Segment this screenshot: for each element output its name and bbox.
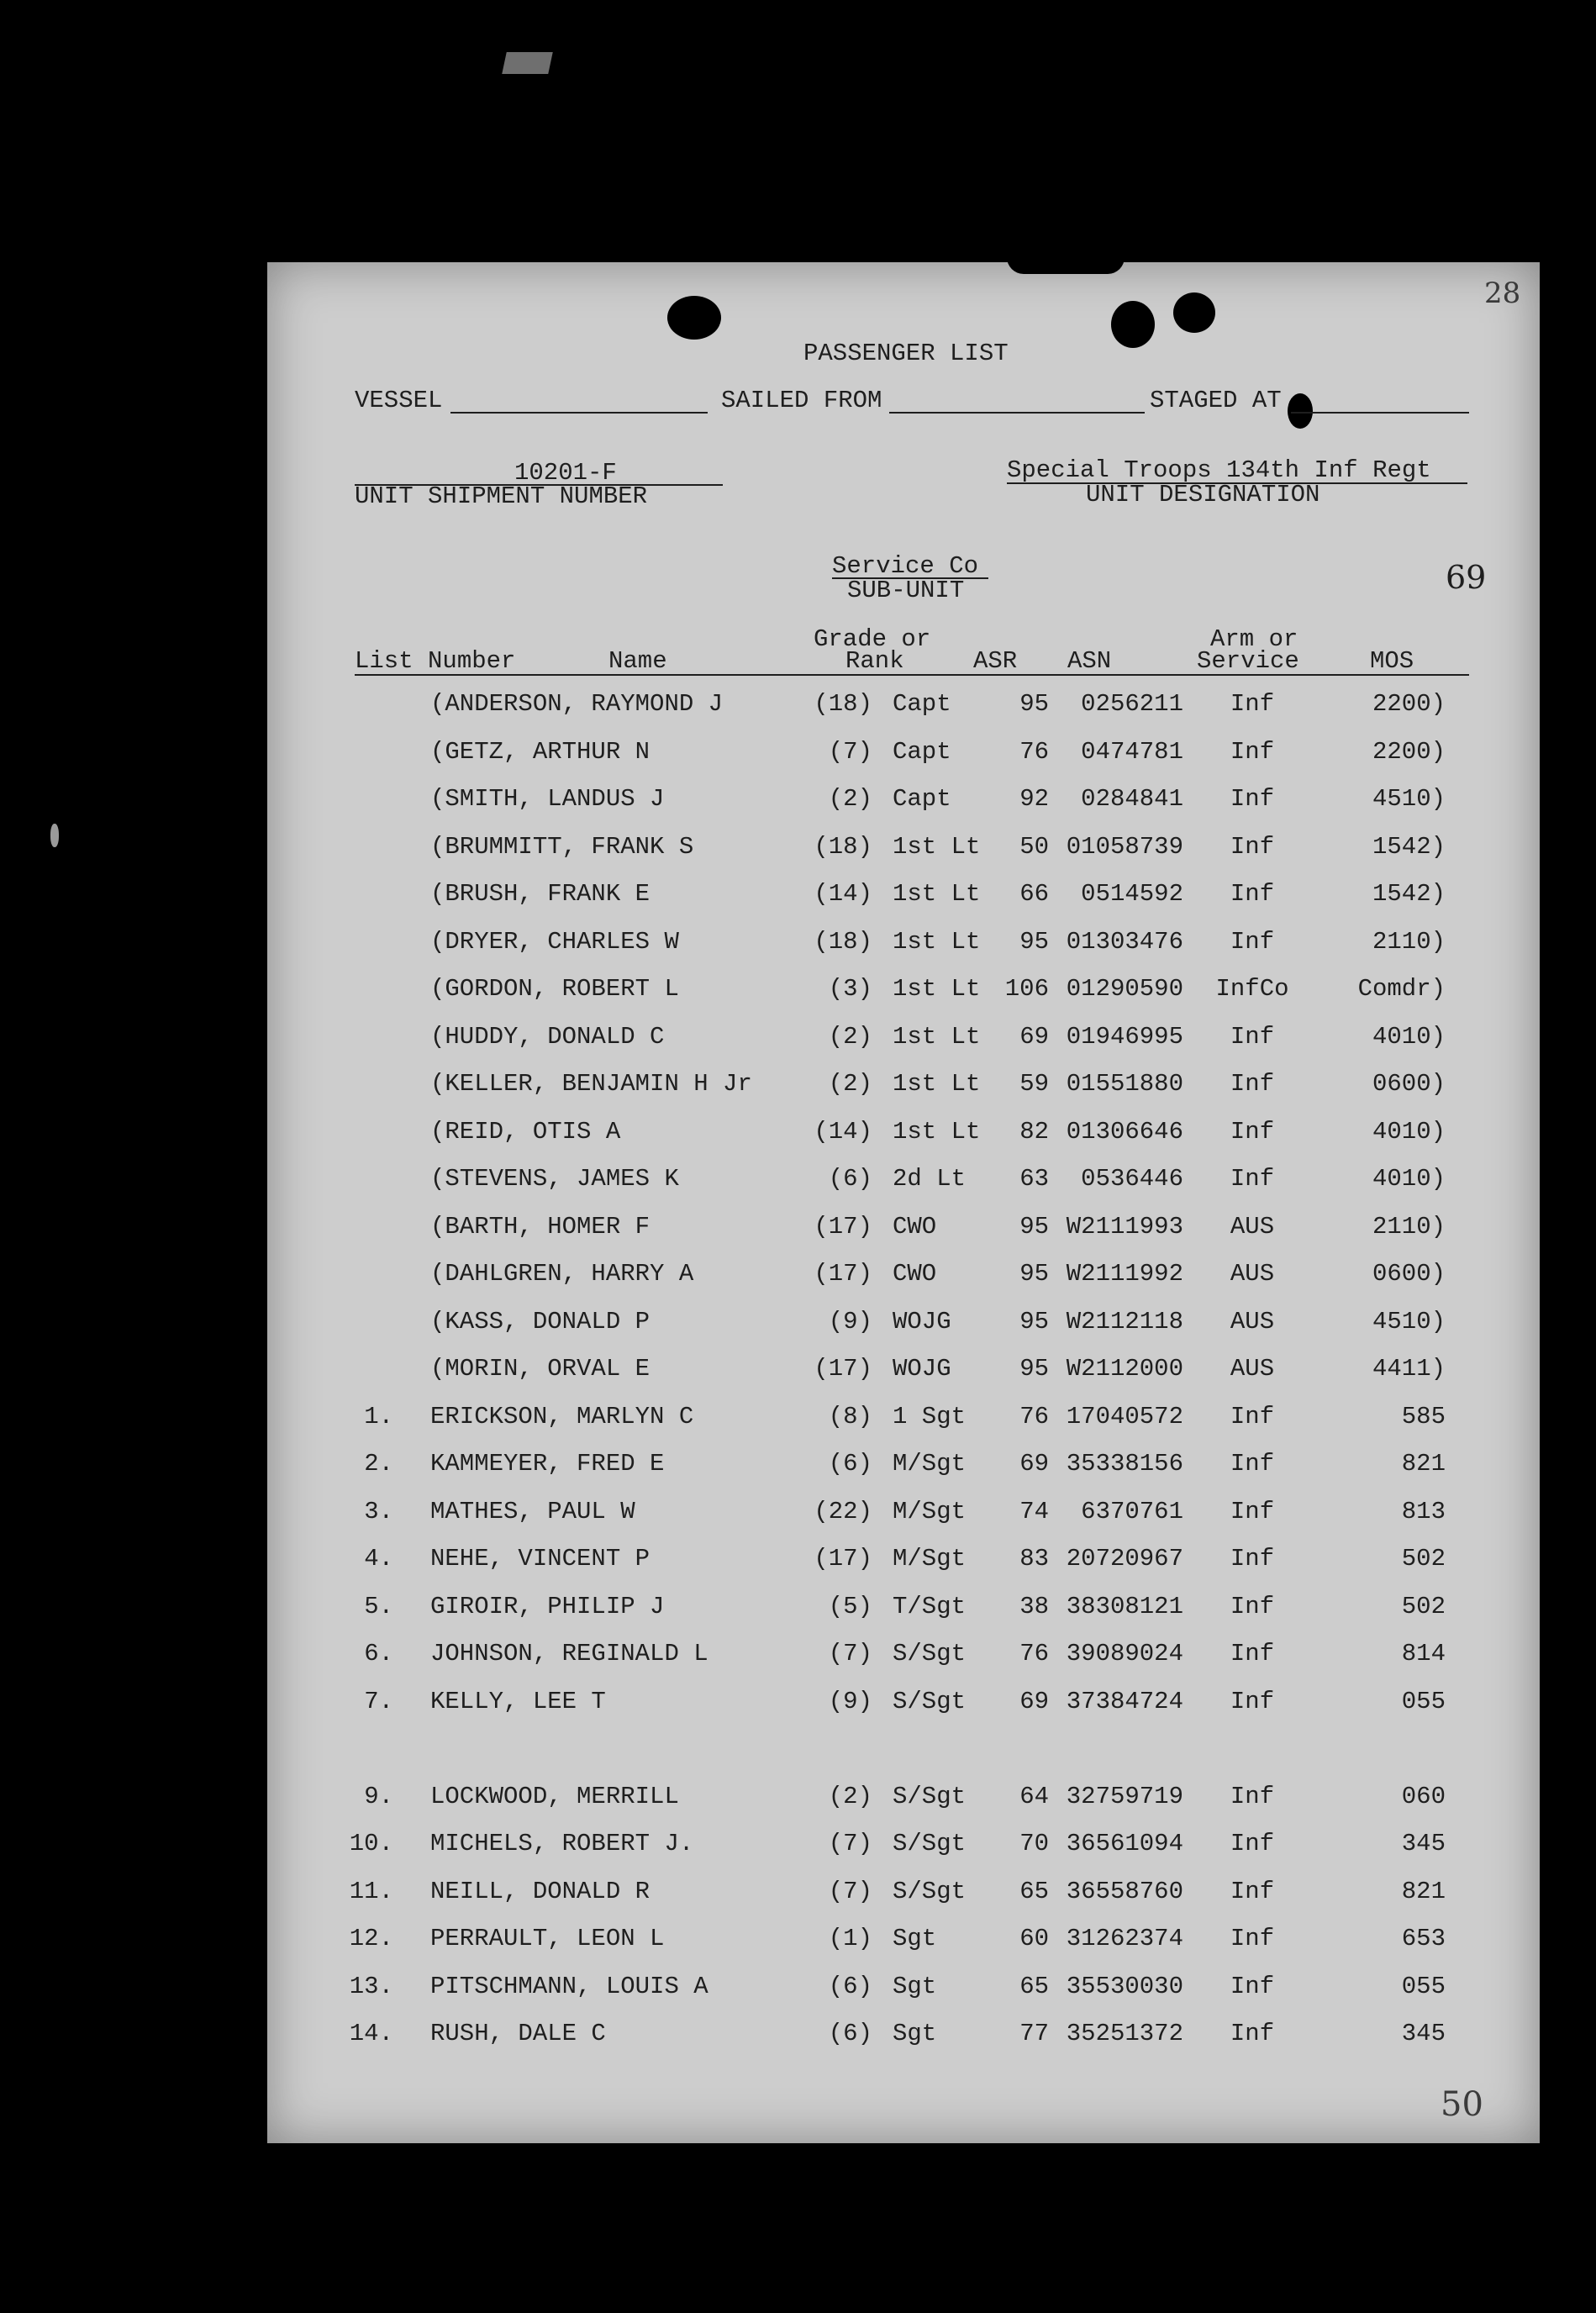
table-row <box>267 977 1540 1010</box>
grade-code: (17) <box>814 1545 872 1573</box>
mos: 1542) <box>1372 880 1446 908</box>
passenger-name: (KASS, DONALD P <box>430 1307 651 1336</box>
list-number: 11. <box>349 1877 393 1905</box>
rank: S/Sgt <box>893 1687 967 1715</box>
passenger-name: RUSH, DALE C <box>430 2020 606 2047</box>
list-number: 4. <box>364 1545 393 1573</box>
page-notch <box>1007 257 1125 274</box>
asr: 95 <box>1019 690 1049 718</box>
grade-code: (2) <box>828 1782 872 1810</box>
mos: 4510) <box>1372 785 1446 813</box>
grade-code: (17) <box>814 1260 872 1288</box>
unit-designation: Special Troops 134th Inf Regt <box>1007 456 1431 484</box>
arm-or-service: AUS <box>1230 1260 1275 1288</box>
grade-code: (2) <box>828 785 872 813</box>
asn: 39089024 <box>1066 1640 1183 1668</box>
passenger-list-page <box>267 262 1540 2143</box>
asn: 01306646 <box>1066 1117 1183 1146</box>
table-row <box>267 1404 1540 1438</box>
table-row <box>267 1117 1540 1153</box>
arm-or-service: Inf <box>1230 1497 1275 1525</box>
asr: 59 <box>1019 1070 1049 1098</box>
rank: M/Sgt <box>893 1497 967 1525</box>
rank: S/Sgt <box>893 1640 967 1668</box>
rank: 1st Lt <box>893 1022 981 1051</box>
arm-or-service: Inf <box>1230 1402 1275 1430</box>
unit-designation-label: UNIT DESIGNATION <box>1086 481 1320 508</box>
rank: 2d Lt <box>893 1165 967 1193</box>
asr: 60 <box>1019 1925 1049 1952</box>
sailed-from-label: SAILED FROM <box>721 387 882 414</box>
asn: 31262374 <box>1066 1925 1183 1952</box>
asn: 32759719 <box>1066 1782 1183 1810</box>
arm-or-service: AUS <box>1230 1212 1275 1241</box>
passenger-name: LOCKWOOD, MERRILL <box>430 1782 679 1810</box>
asr: 69 <box>1019 1687 1049 1715</box>
bottom-number: 50 <box>1441 2085 1483 2124</box>
rank: M/Sgt <box>893 1450 967 1478</box>
grade-code: (2) <box>828 1022 872 1051</box>
grade-code: (8) <box>828 1402 872 1430</box>
col-mos: MOS <box>1370 647 1414 675</box>
asn: 01303476 <box>1066 927 1183 956</box>
table-row <box>267 832 1540 868</box>
asn: 20720967 <box>1066 1545 1183 1573</box>
sub-unit: Service Co <box>832 552 979 580</box>
rank: S/Sgt <box>893 1782 967 1810</box>
asr: 95 <box>1019 1307 1049 1336</box>
passenger-name: (KELLER, BENJAMIN H Jr <box>430 1070 752 1098</box>
col-arm-line1: Arm or <box>1210 625 1298 653</box>
asr: 83 <box>1019 1545 1049 1573</box>
passenger-name: MATHES, PAUL W <box>430 1497 635 1525</box>
table-row <box>267 737 1540 773</box>
col-grade-line1: Grade or <box>814 625 931 653</box>
asr: 92 <box>1019 785 1049 813</box>
asn: 37384724 <box>1066 1687 1183 1715</box>
arm-or-service: Inf <box>1230 1450 1275 1478</box>
rank: CWO <box>893 1212 937 1241</box>
asr: 70 <box>1019 1830 1049 1857</box>
sub-unit-label: SUB-UNIT <box>847 577 965 604</box>
passenger-name: (GETZ, ARTHUR N <box>430 737 651 766</box>
ink-blot <box>1288 393 1313 429</box>
film-mark <box>50 824 59 847</box>
passenger-name: (BRUMMITT, FRANK S <box>430 832 694 861</box>
arm-or-service: AUS <box>1230 1355 1275 1383</box>
mos: 055 <box>1401 1972 1446 2000</box>
rank: Sgt <box>893 1972 937 2000</box>
rank: 1st Lt <box>893 975 981 1003</box>
grade-code: (14) <box>814 1117 872 1146</box>
grade-code: (6) <box>828 1165 872 1193</box>
rank: WOJG <box>893 1307 951 1336</box>
list-number: 9. <box>364 1782 393 1810</box>
list-number: 14. <box>349 2020 393 2047</box>
mos: 585 <box>1401 1402 1446 1430</box>
passenger-name: MICHELS, ROBERT J. <box>430 1830 694 1857</box>
paper-scrap <box>502 52 553 74</box>
rank: T/Sgt <box>893 1592 967 1620</box>
grade-code: (7) <box>828 1877 872 1905</box>
table-row <box>267 927 1540 963</box>
table-row <box>267 1022 1540 1058</box>
col-grade-line2: Rank <box>845 647 904 675</box>
list-number: 5. <box>364 1592 393 1620</box>
list-number: 6. <box>364 1640 393 1668</box>
table-row <box>267 1689 1540 1723</box>
table-row <box>267 2021 1540 2055</box>
asn: 01551880 <box>1066 1070 1183 1098</box>
arm-or-service: Inf <box>1230 1022 1275 1051</box>
grade-code: (18) <box>814 832 872 861</box>
asr: 82 <box>1019 1117 1049 1146</box>
grade-code: (9) <box>828 1307 872 1336</box>
arm-or-service: Inf <box>1230 880 1275 908</box>
arm-or-service: Inf <box>1230 1782 1275 1810</box>
asr: 95 <box>1019 1260 1049 1288</box>
mos: 1542) <box>1372 832 1446 861</box>
mos: 4010) <box>1372 1022 1446 1051</box>
col-arm-line2: Service <box>1197 647 1299 675</box>
arm-or-service: Inf <box>1230 1972 1275 2000</box>
table-row <box>267 1974 1540 2008</box>
mos: 0600) <box>1372 1260 1446 1288</box>
mos: 4411) <box>1372 1355 1446 1383</box>
grade-code: (1) <box>828 1925 872 1952</box>
table-row <box>267 1641 1540 1675</box>
arm-or-service: Inf <box>1230 1640 1275 1668</box>
passenger-name: (MORIN, ORVAL E <box>430 1355 651 1383</box>
asn: 01946995 <box>1066 1022 1183 1051</box>
rank: Capt <box>893 737 951 766</box>
asr: 38 <box>1019 1592 1049 1620</box>
grade-code: (3) <box>828 975 872 1003</box>
grade-code: (17) <box>814 1355 872 1383</box>
table-row <box>267 1214 1540 1248</box>
grade-code: (18) <box>814 690 872 718</box>
col-name: Name <box>608 647 667 675</box>
table-row <box>267 1499 1540 1533</box>
asr: 95 <box>1019 1355 1049 1383</box>
mos: 345 <box>1401 1830 1446 1857</box>
passenger-name: GIROIR, PHILIP J <box>430 1592 665 1620</box>
asn: 01058739 <box>1066 832 1183 861</box>
mos: 502 <box>1401 1592 1446 1620</box>
grade-code: (6) <box>828 1972 872 2000</box>
grade-code: (2) <box>828 1070 872 1098</box>
list-number: 2. <box>364 1450 393 1478</box>
mos: 814 <box>1401 1640 1446 1668</box>
rank: 1 Sgt <box>893 1402 967 1430</box>
list-number: 7. <box>364 1687 393 1715</box>
asr: 66 <box>1019 880 1049 908</box>
asn: W2112000 <box>1066 1355 1183 1383</box>
list-number: 10. <box>349 1830 393 1857</box>
rank: 1st Lt <box>893 927 981 956</box>
asr: 65 <box>1019 1972 1049 2000</box>
punch-hole <box>1111 301 1155 348</box>
grade-code: (6) <box>828 1450 872 1478</box>
table-row <box>267 1926 1540 1960</box>
table-row <box>267 1831 1540 1865</box>
passenger-name: PITSCHMANN, LOUIS A <box>430 1972 708 2000</box>
grade-code: (5) <box>828 1592 872 1620</box>
asn: 35338156 <box>1066 1450 1183 1478</box>
arm-or-service: Inf <box>1230 785 1275 813</box>
punch-hole <box>1173 292 1215 333</box>
passenger-name: (HUDDY, DONALD C <box>430 1022 665 1051</box>
mos: 2200) <box>1372 690 1446 718</box>
asn: 0514592 <box>1081 880 1183 908</box>
asn: 35251372 <box>1066 2020 1183 2047</box>
arm-or-service: Inf <box>1230 690 1275 718</box>
arm-or-service: AUS <box>1230 1307 1275 1336</box>
punch-hole <box>667 296 721 340</box>
col-asr: ASR <box>973 647 1018 675</box>
rank: WOJG <box>893 1355 951 1383</box>
asn: W2111992 <box>1066 1260 1183 1288</box>
passenger-name: PERRAULT, LEON L <box>430 1925 665 1952</box>
corner-number: 28 <box>1484 277 1521 310</box>
rank: Capt <box>893 785 951 813</box>
table-row <box>267 692 1540 725</box>
mos: 813 <box>1401 1497 1446 1525</box>
table-row <box>267 1546 1540 1580</box>
asr: 106 <box>1004 975 1049 1003</box>
table-row <box>267 1262 1540 1295</box>
mos: 653 <box>1401 1925 1446 1952</box>
mos: 345 <box>1401 2020 1446 2047</box>
rank: CWO <box>893 1260 937 1288</box>
mos: 055 <box>1401 1687 1446 1715</box>
list-number: 3. <box>364 1497 393 1525</box>
vessel-line <box>450 412 708 414</box>
mos: 4510) <box>1372 1307 1446 1336</box>
arm-or-service: Inf <box>1230 1877 1275 1905</box>
mos: 2200) <box>1372 737 1446 766</box>
arm-or-service: Inf <box>1230 1592 1275 1620</box>
sailed-from-line <box>889 412 1145 414</box>
grade-code: (7) <box>828 1640 872 1668</box>
arm-or-service: InfCo <box>1215 975 1289 1003</box>
mos: 060 <box>1401 1782 1446 1810</box>
asn: 0256211 <box>1081 690 1183 718</box>
passenger-name: (REID, OTIS A <box>430 1117 621 1146</box>
list-number: 1. <box>364 1402 393 1430</box>
passenger-name: (ANDERSON, RAYMOND J <box>430 690 724 718</box>
rank: 1st Lt <box>893 832 981 861</box>
asn: 36558760 <box>1066 1877 1183 1905</box>
passenger-name: (SMITH, LANDUS J <box>430 785 665 813</box>
mos: 0600) <box>1372 1070 1446 1098</box>
mos: 821 <box>1401 1877 1446 1905</box>
asr: 64 <box>1019 1782 1049 1810</box>
table-row <box>267 1309 1540 1343</box>
asr: 50 <box>1019 832 1049 861</box>
grade-code: (17) <box>814 1212 872 1241</box>
staged-at-line <box>1291 412 1469 414</box>
arm-or-service: Inf <box>1230 737 1275 766</box>
asn: W2111993 <box>1066 1212 1183 1241</box>
mos: 821 <box>1401 1450 1446 1478</box>
table-row <box>267 787 1540 820</box>
page-title: PASSENGER LIST <box>803 340 1009 367</box>
asn: 35530030 <box>1066 1972 1183 2000</box>
unit-shipment-number: 10201-F <box>514 459 617 487</box>
passenger-name: JOHNSON, REGINALD L <box>430 1640 708 1668</box>
rank: 1st Lt <box>893 880 981 908</box>
arm-or-service: Inf <box>1230 1925 1275 1952</box>
asr: 95 <box>1019 1212 1049 1241</box>
list-number: 12. <box>349 1925 393 1952</box>
mos: 2110) <box>1372 1212 1446 1241</box>
col-list-number: List Number <box>355 647 516 675</box>
header-rule <box>355 674 1469 676</box>
table-row <box>267 1879 1540 1913</box>
rank: 1st Lt <box>893 1070 981 1098</box>
grade-code: (6) <box>828 2020 872 2047</box>
mos: 2110) <box>1372 927 1446 956</box>
arm-or-service: Inf <box>1230 1117 1275 1146</box>
asr: 76 <box>1019 1402 1049 1430</box>
table-row <box>267 1452 1540 1485</box>
passenger-name: (STEVENS, JAMES K <box>430 1165 679 1193</box>
table-row <box>267 882 1540 915</box>
arm-or-service: Inf <box>1230 1830 1275 1857</box>
col-asn: ASN <box>1067 647 1112 675</box>
mos: 4010) <box>1372 1117 1446 1146</box>
arm-or-service: Inf <box>1230 1165 1275 1193</box>
list-number: 13. <box>349 1972 393 2000</box>
asr: 77 <box>1019 2020 1049 2047</box>
asr: 65 <box>1019 1877 1049 1905</box>
table-row <box>267 1784 1540 1818</box>
asr: 69 <box>1019 1022 1049 1051</box>
unit-shipment-number-label: UNIT SHIPMENT NUMBER <box>355 482 648 510</box>
grade-code: (9) <box>828 1687 872 1715</box>
arm-or-service: Inf <box>1230 1070 1275 1098</box>
rank: Sgt <box>893 2020 937 2047</box>
asn: 0284841 <box>1081 785 1183 813</box>
table-row <box>267 1357 1540 1390</box>
asn: 01290590 <box>1066 975 1183 1003</box>
asn: 0536446 <box>1081 1165 1183 1193</box>
mos: 502 <box>1401 1545 1446 1573</box>
grade-code: (14) <box>814 880 872 908</box>
vessel-label: VESSEL <box>355 387 443 414</box>
asr: 69 <box>1019 1450 1049 1478</box>
asr: 95 <box>1019 927 1049 956</box>
passenger-name: (DAHLGREN, HARRY A <box>430 1260 694 1288</box>
rank: M/Sgt <box>893 1545 967 1573</box>
grade-code: (7) <box>828 1830 872 1857</box>
asn: 17040572 <box>1066 1402 1183 1430</box>
rank: 1st Lt <box>893 1117 981 1146</box>
rank: S/Sgt <box>893 1877 967 1905</box>
asn: W2112118 <box>1066 1307 1183 1336</box>
passenger-name: KELLY, LEE T <box>430 1687 606 1715</box>
rank: Sgt <box>893 1925 937 1952</box>
asn: 36561094 <box>1066 1830 1183 1857</box>
passenger-name: (BARTH, HOMER F <box>430 1212 651 1241</box>
mos: 4010) <box>1372 1165 1446 1193</box>
grade-code: (7) <box>828 737 872 766</box>
table-row <box>267 1072 1540 1105</box>
table-row <box>267 1594 1540 1628</box>
arm-or-service: Inf <box>1230 2020 1275 2047</box>
passenger-name: (BRUSH, FRANK E <box>430 880 651 908</box>
asr: 76 <box>1019 737 1049 766</box>
asn: 6370761 <box>1081 1497 1183 1525</box>
page-number: 69 <box>1446 559 1487 596</box>
arm-or-service: Inf <box>1230 832 1275 861</box>
rank: S/Sgt <box>893 1830 967 1857</box>
passenger-name: NEHE, VINCENT P <box>430 1545 651 1573</box>
passenger-name: ERICKSON, MARLYN C <box>430 1402 694 1430</box>
asn: 38308121 <box>1066 1592 1183 1620</box>
rank: Capt <box>893 690 951 718</box>
table-row <box>267 1167 1540 1200</box>
asr: 76 <box>1019 1640 1049 1668</box>
asr: 63 <box>1019 1165 1049 1193</box>
passenger-name: KAMMEYER, FRED E <box>430 1450 665 1478</box>
passenger-name: (GORDON, ROBERT L <box>430 975 679 1003</box>
mos: Comdr) <box>1357 975 1446 1003</box>
asr: 74 <box>1019 1497 1049 1525</box>
passenger-name: (DRYER, CHARLES W <box>430 927 679 956</box>
grade-code: (18) <box>814 927 872 956</box>
asn: 0474781 <box>1081 737 1183 766</box>
grade-code: (22) <box>814 1497 872 1525</box>
arm-or-service: Inf <box>1230 1687 1275 1715</box>
arm-or-service: Inf <box>1230 1545 1275 1573</box>
staged-at-label: STAGED AT <box>1150 387 1282 414</box>
arm-or-service: Inf <box>1230 927 1275 956</box>
passenger-name: NEILL, DONALD R <box>430 1877 651 1905</box>
